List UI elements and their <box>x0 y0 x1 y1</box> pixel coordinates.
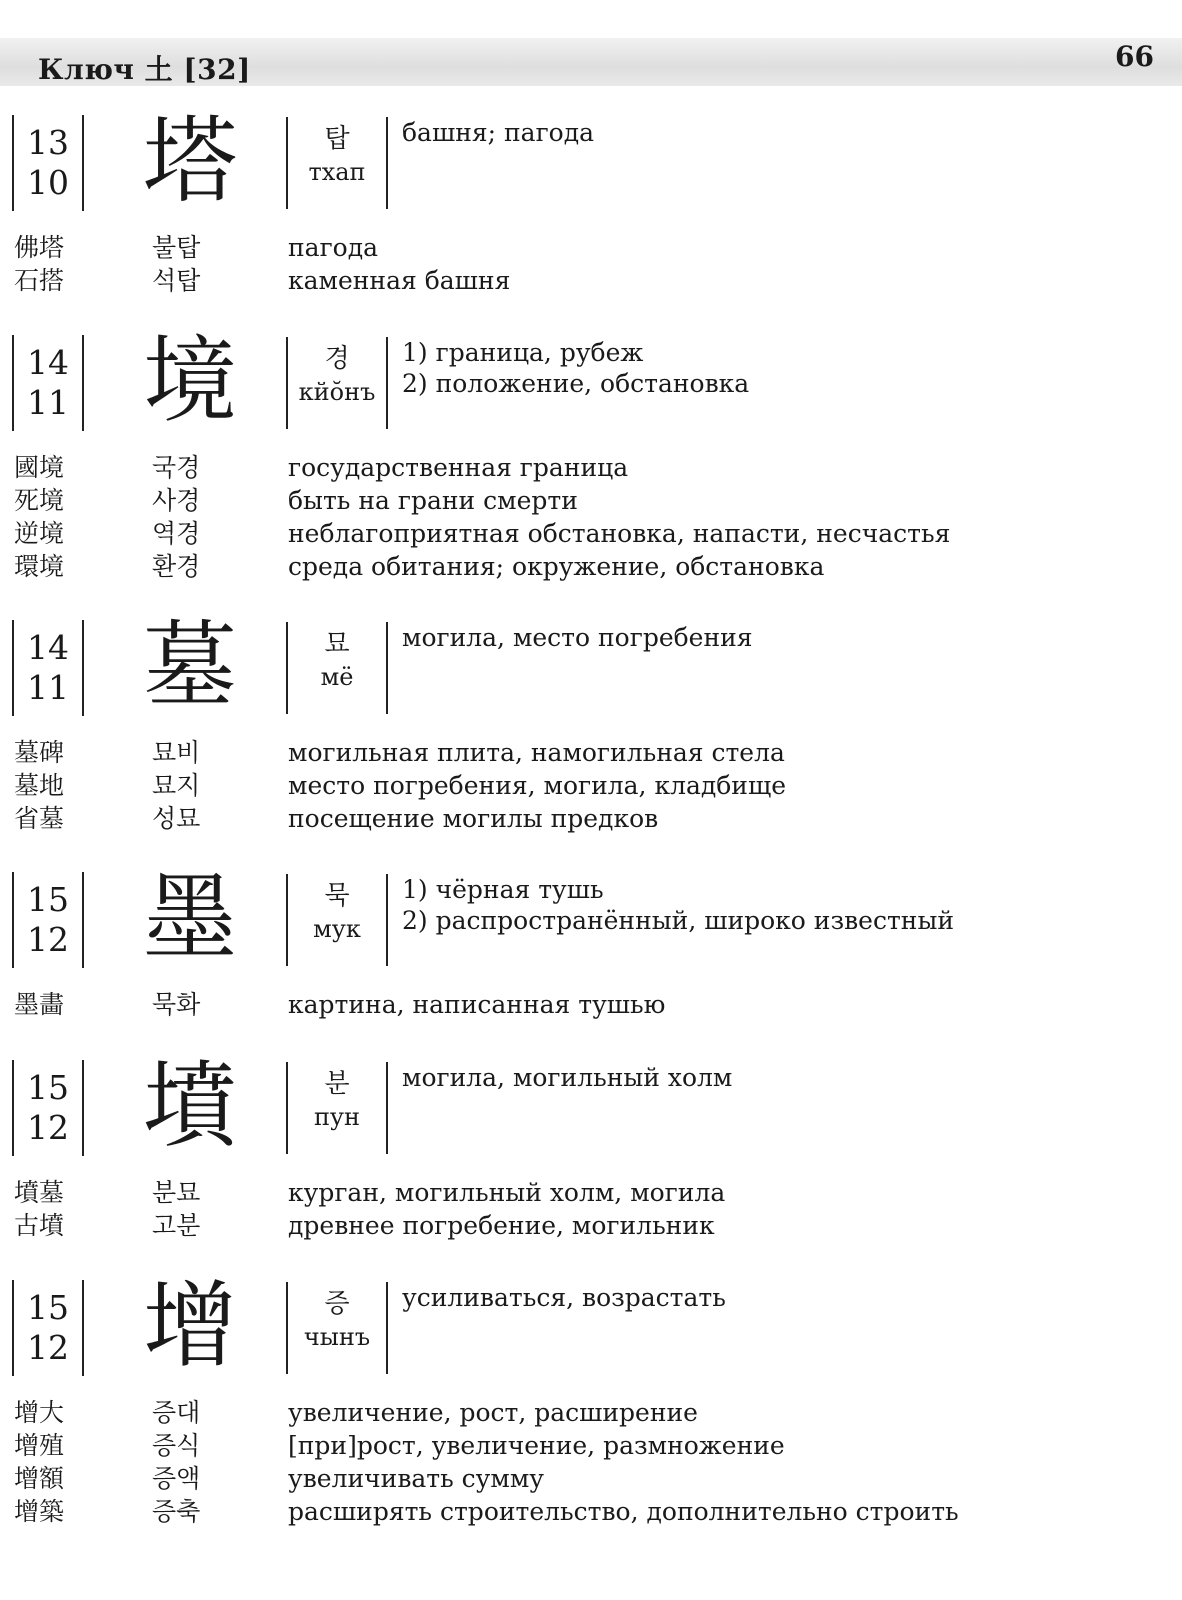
compound-hanja: 國境 <box>14 453 65 482</box>
compound-list <box>0 451 1182 583</box>
stroke-count-total: 14 <box>27 628 69 667</box>
compound-hanja: 環境 <box>14 552 65 581</box>
stroke-count-box <box>12 872 84 968</box>
reading-box <box>286 622 388 714</box>
compound-meaning: пагода <box>288 233 379 262</box>
meanings <box>402 337 1162 399</box>
headword-character: 墨 <box>142 864 237 973</box>
compound-hangul: 고분 <box>152 1211 201 1240</box>
stroke-count-box <box>12 1280 84 1376</box>
compound-meaning: быть на грани смерти <box>288 486 578 515</box>
meaning-line: усиливаться, возрастать <box>402 1283 726 1312</box>
stroke-count-total: 13 <box>27 123 69 162</box>
compound-row <box>0 231 1182 264</box>
stroke-count-extra: 12 <box>27 920 69 959</box>
compound-row <box>0 802 1182 835</box>
compound-meaning: посещение могилы предков <box>288 804 659 833</box>
compound-hangul: 석탑 <box>152 266 201 295</box>
meanings <box>402 622 1162 653</box>
compound-hanja: 墳墓 <box>14 1178 65 1207</box>
headword-character: 墳 <box>142 1052 237 1161</box>
reading-hangul: 묵 <box>324 881 350 911</box>
stroke-count-total: 15 <box>27 1068 69 1107</box>
reading-box <box>286 1282 388 1374</box>
compound-hanja: 石搭 <box>14 266 65 295</box>
compound-hangul: 증대 <box>152 1398 201 1427</box>
meanings <box>402 874 1162 936</box>
reading-transliteration: чынъ <box>303 1323 371 1351</box>
compound-hangul: 묘지 <box>152 771 201 800</box>
stroke-count-extra: 11 <box>27 668 69 707</box>
reading-transliteration: тхап <box>308 158 366 186</box>
meanings <box>402 117 1162 148</box>
compound-meaning: увеличение, рост, расширение <box>288 1398 698 1427</box>
compound-meaning: увеличивать сумму <box>288 1464 544 1493</box>
meaning-line: 1) граница, рубеж <box>402 338 644 367</box>
reading-hangul: 경 <box>324 344 350 374</box>
compound-hanja: 增築 <box>14 1497 65 1526</box>
compound-meaning: место погребения, могила, кладбище <box>288 771 787 800</box>
compound-hangul: 환경 <box>152 552 201 581</box>
compound-hanja: 逆境 <box>14 519 65 548</box>
compound-hanja: 古墳 <box>14 1211 65 1240</box>
headword-character: 墓 <box>142 612 237 721</box>
reading-transliteration: мук <box>313 915 361 943</box>
compound-row <box>0 550 1182 583</box>
compound-row <box>0 484 1182 517</box>
compound-row <box>0 264 1182 297</box>
compound-hanja: 墨畵 <box>14 990 65 1019</box>
compound-row <box>0 1176 1182 1209</box>
reading-box <box>286 874 388 966</box>
compound-hangul: 증액 <box>152 1464 201 1493</box>
meaning-line: могила, могильный холм <box>402 1063 733 1092</box>
compound-hanja: 死境 <box>14 486 65 515</box>
compound-meaning: среда обитания; окружение, обстановка <box>288 552 825 581</box>
reading-transliteration: пун <box>313 1103 361 1131</box>
reading-transliteration: кйŏнъ <box>298 378 376 406</box>
stroke-count-extra: 10 <box>27 163 69 202</box>
compound-meaning: неблагоприятная обстановка, напасти, несчастья <box>288 519 951 548</box>
radical-title: Ключ 土 [32] <box>38 53 251 86</box>
reading-transliteration: мё <box>320 663 354 691</box>
compound-hangul: 사경 <box>152 486 201 515</box>
stroke-count-total: 14 <box>27 343 69 382</box>
compound-hangul: 묵화 <box>152 990 201 1019</box>
compound-hangul: 성묘 <box>152 804 201 833</box>
reading-hangul: 분 <box>324 1069 350 1099</box>
reading-box <box>286 337 388 429</box>
headword-character: 增 <box>142 1272 237 1381</box>
compound-hangul: 불탑 <box>152 233 201 262</box>
compound-hangul: 증식 <box>152 1431 201 1460</box>
page-header <box>0 38 1182 86</box>
compound-hanja: 增殖 <box>14 1431 65 1460</box>
compound-hangul: 분묘 <box>152 1178 201 1207</box>
meaning-line: 2) положение, обстановка <box>402 369 750 398</box>
compound-meaning: [при]рост, увеличение, размножение <box>288 1431 785 1460</box>
headword-character: 塔 <box>142 107 237 216</box>
compound-meaning: государственная граница <box>288 453 629 482</box>
compound-hanja: 墓碑 <box>14 738 65 767</box>
compound-meaning: курган, могильный холм, могила <box>288 1178 726 1207</box>
compound-hanja: 佛塔 <box>14 233 65 262</box>
compound-list <box>0 736 1182 835</box>
compound-list <box>0 231 1182 297</box>
compound-hangul: 역경 <box>152 519 201 548</box>
stroke-count-box <box>12 335 84 431</box>
meaning-line: 2) распространённый, широко известный <box>402 906 955 935</box>
compound-hanja: 省墓 <box>14 804 65 833</box>
compound-row <box>0 1462 1182 1495</box>
reading-hangul: 증 <box>324 1289 350 1319</box>
compound-list <box>0 1176 1182 1242</box>
reading-box <box>286 117 388 209</box>
reading-hangul: 탑 <box>324 124 350 154</box>
compound-meaning: древнее погребение, могильник <box>288 1211 715 1240</box>
meaning-line: башня; пагода <box>402 118 595 147</box>
compound-row <box>0 451 1182 484</box>
compound-row <box>0 1429 1182 1462</box>
meanings <box>402 1282 1162 1313</box>
meaning-line: могила, место погребения <box>402 623 753 652</box>
compound-row <box>0 769 1182 802</box>
compound-row <box>0 1396 1182 1429</box>
compound-hangul: 국경 <box>152 453 201 482</box>
headword-character: 境 <box>142 327 237 436</box>
compound-row <box>0 1495 1182 1528</box>
reading-hangul: 묘 <box>324 629 350 659</box>
meanings <box>402 1062 1162 1093</box>
compound-row <box>0 1209 1182 1242</box>
compound-meaning: могильная плита, намогильная стела <box>288 738 785 767</box>
stroke-count-extra: 12 <box>27 1108 69 1147</box>
compound-row <box>0 736 1182 769</box>
stroke-count-extra: 11 <box>27 383 69 422</box>
stroke-count-total: 15 <box>27 1288 69 1327</box>
compound-hangul: 증축 <box>152 1497 201 1526</box>
compound-hanja: 增額 <box>14 1464 65 1493</box>
compound-hangul: 묘비 <box>152 738 201 767</box>
reading-box <box>286 1062 388 1154</box>
stroke-count-box <box>12 115 84 211</box>
compound-meaning: расширять строительство, дополнительно строить <box>288 1497 959 1526</box>
stroke-count-extra: 12 <box>27 1328 69 1367</box>
compound-row <box>0 988 1182 1021</box>
stroke-count-total: 15 <box>27 880 69 919</box>
meaning-line: 1) чёрная тушь <box>402 875 604 904</box>
compound-hanja: 墓地 <box>14 771 65 800</box>
compound-list <box>0 1396 1182 1528</box>
compound-meaning: каменная башня <box>288 266 511 295</box>
compound-hanja: 增大 <box>14 1398 65 1427</box>
page-number: 66 <box>1115 40 1154 73</box>
compound-row <box>0 517 1182 550</box>
stroke-count-box <box>12 1060 84 1156</box>
compound-meaning: картина, написанная тушью <box>288 990 666 1019</box>
stroke-count-box <box>12 620 84 716</box>
compound-list <box>0 988 1182 1021</box>
